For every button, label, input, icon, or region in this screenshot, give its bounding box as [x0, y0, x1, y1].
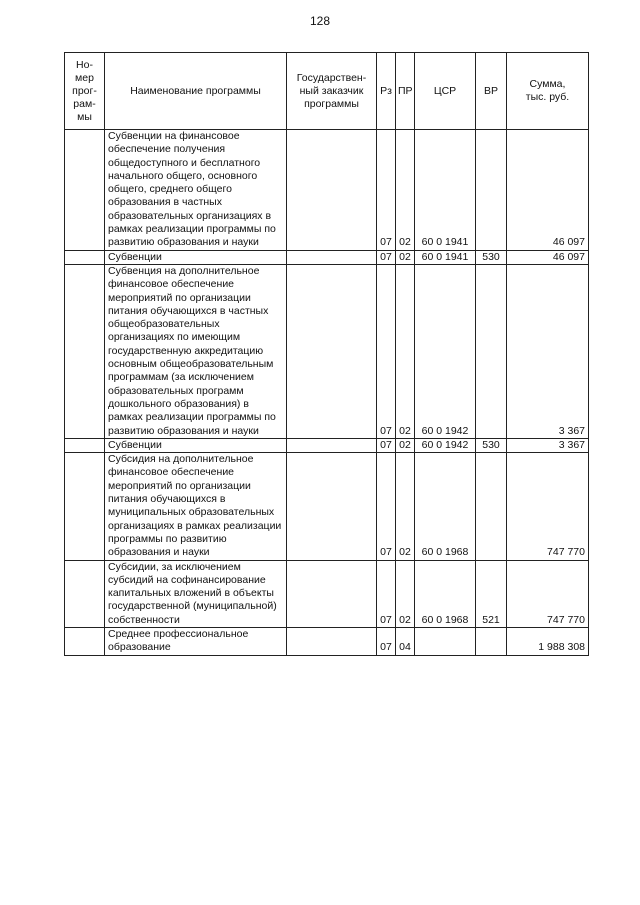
row-rz: 07	[377, 627, 396, 655]
header-program-number: Но- мер прог- рам- мы	[65, 53, 105, 130]
row-pr: 02	[396, 560, 415, 627]
row-vr	[476, 130, 507, 251]
header-row	[65, 53, 589, 130]
header-program-name: Наименование программы	[105, 53, 287, 130]
row-sum: 46 097	[507, 250, 589, 264]
row-rz: 07	[377, 130, 396, 251]
row-csr: 60 0 1968	[415, 560, 476, 627]
row-name: Субвенции	[105, 438, 287, 452]
row-csr: 60 0 1941	[415, 250, 476, 264]
row-customer	[287, 453, 377, 560]
budget-table	[64, 52, 589, 656]
row-rz: 07	[377, 264, 396, 438]
table-row	[65, 453, 589, 560]
row-rz: 07	[377, 560, 396, 627]
table-row	[65, 560, 589, 627]
header-rz: Рз	[377, 53, 396, 130]
row-customer	[287, 438, 377, 452]
row-name: Субсидия на дополнительное финансовое обеспечение мероприятий по организации питания обучающихся в муниципальных образовательных организациях в рамках реализации программы по развитию образования и науки	[105, 453, 287, 560]
row-program-number	[65, 130, 105, 251]
row-csr: 60 0 1941	[415, 130, 476, 251]
header-csr: ЦСР	[415, 53, 476, 130]
row-name: Среднее профессиональное образование	[105, 627, 287, 655]
row-customer	[287, 250, 377, 264]
header-vr: ВР	[476, 53, 507, 130]
row-vr: 530	[476, 438, 507, 452]
row-pr: 04	[396, 627, 415, 655]
row-sum: 747 770	[507, 560, 589, 627]
row-sum: 46 097	[507, 130, 589, 251]
row-name: Субсидии, за исключением субсидий на софинансирование капитальных вложений в объекты государственной (муниципальной) собственности	[105, 560, 287, 627]
row-sum: 3 367	[507, 438, 589, 452]
header-sum: Сумма, тыс. руб.	[507, 53, 589, 130]
table-row	[65, 250, 589, 264]
row-vr	[476, 627, 507, 655]
header-customer: Государствен- ный заказчик программы	[287, 53, 377, 130]
table-row	[65, 264, 589, 438]
row-program-number	[65, 627, 105, 655]
row-customer	[287, 627, 377, 655]
row-rz: 07	[377, 453, 396, 560]
row-program-number	[65, 453, 105, 560]
row-program-number	[65, 560, 105, 627]
row-csr	[415, 627, 476, 655]
row-name: Субвенция на дополнительное финансовое обеспечение мероприятий по организации питания обучающихся в частных общеобразовательных организациях по имеющим государственную аккредитацию основным общеобразовательным программам (за исключением образовательных программ дошкольного образования) в рамках реализации программы по развитию образования и науки	[105, 264, 287, 438]
row-pr: 02	[396, 453, 415, 560]
row-pr: 02	[396, 250, 415, 264]
row-program-number	[65, 264, 105, 438]
row-customer	[287, 130, 377, 251]
row-customer	[287, 264, 377, 438]
row-program-number	[65, 438, 105, 452]
table-row	[65, 627, 589, 655]
table-row	[65, 438, 589, 452]
header-pr: ПР	[396, 53, 415, 130]
row-vr: 530	[476, 250, 507, 264]
row-vr: 521	[476, 560, 507, 627]
row-pr: 02	[396, 438, 415, 452]
row-csr: 60 0 1968	[415, 453, 476, 560]
page-number: 128	[309, 14, 331, 28]
table-row	[65, 130, 589, 251]
row-csr: 60 0 1942	[415, 438, 476, 452]
row-pr: 02	[396, 264, 415, 438]
row-sum: 747 770	[507, 453, 589, 560]
row-name: Субвенции	[105, 250, 287, 264]
row-vr	[476, 264, 507, 438]
row-csr: 60 0 1942	[415, 264, 476, 438]
row-rz: 07	[377, 250, 396, 264]
row-customer	[287, 560, 377, 627]
row-program-number	[65, 250, 105, 264]
row-vr	[476, 453, 507, 560]
row-rz: 07	[377, 438, 396, 452]
row-pr: 02	[396, 130, 415, 251]
row-name: Субвенции на финансовое обеспечение получения общедоступного и бесплатного начального общего, основного общего, среднего общего образования в частных образовательных организациях в рамках реализации программы по развитию образования и науки	[105, 130, 287, 251]
row-sum: 3 367	[507, 264, 589, 438]
row-sum: 1 988 308	[507, 627, 589, 655]
